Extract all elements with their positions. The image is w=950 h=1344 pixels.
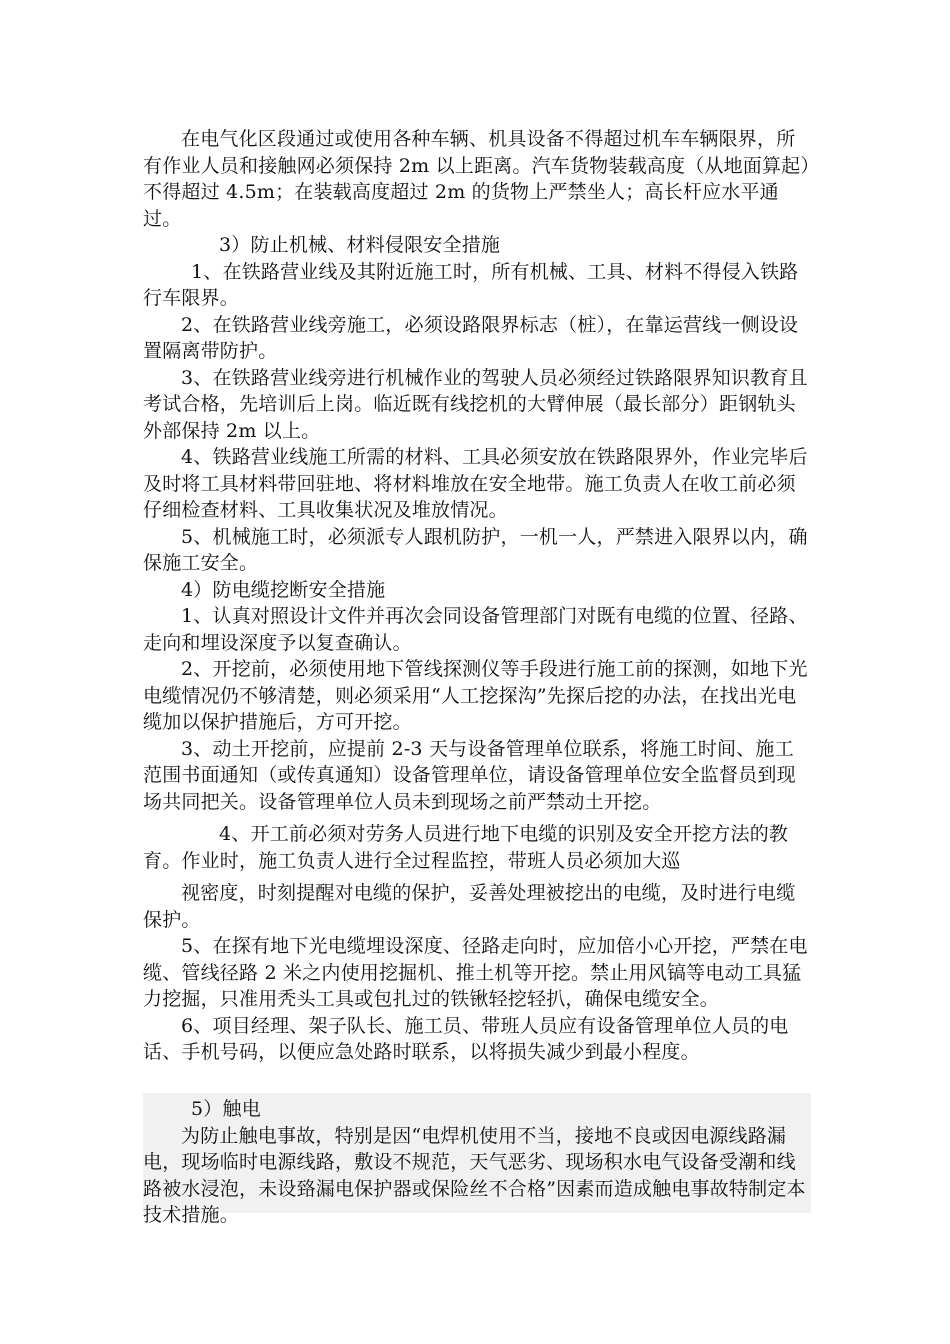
list-item-intrusion-4: 4、铁路营业线施工所需的材料、工具必须安放在铁路限界外，作业完毕后及时将工具材料带回驻地、将材料堆放在安全地带。施工负责人在收工前必须仔细检查材料、工具收集状况及堆放情况。 <box>143 446 808 521</box>
list-item-intrusion-1: 1、在铁路营业线及其附近施工时，所有机械、工具、材料不得侵入铁路行车限界。 <box>143 260 799 309</box>
list-item-cable-5: 5、在探有地下光电缆埋设深度、径路走向时，应加倍小心开挖，严禁在电缆、管线径路 2 米之内使用挖掘机、推土机等开挖。禁止用风镐等电动工具猛力挖掘，只准用秃头工具或包扎过的铁锹轻挖轻扒，确保电缆安全。 <box>143 935 808 1010</box>
list-item-intrusion-2: 2、在铁路营业线旁施工，必须设路限界标志（桩），在靠运营线一侧设设置隔离带防护。 <box>143 313 799 362</box>
section-heading-cable-protection: 4）防电缆挖断安全措施 <box>181 578 386 601</box>
list-item-intrusion-5: 5、机械施工时，必须派专人跟机防护，一机一人，严禁进入限界以内，确保施工安全。 <box>143 525 808 574</box>
list-item-cable-4-continued: 视密度，时刻提醒对电缆的保护，妥善处理被挖出的电缆，及时进行电缆保护。 <box>143 882 796 931</box>
paragraph-electrified-section: 在电气化区段通过或使用各种车辆、机具设备不得超过机车车辆限界，所有作业人员和接触网必须保持 2m 以上距离。汽车货物装载高度（从地面算起）不得超过 4.5m；在装载高度超过 2m 的货物上严禁坐人；高长杆应水平通过。 <box>143 128 811 230</box>
section-heading-intrusion-prevention: 3）防止机械、材料侵限安全措施 <box>219 234 501 256</box>
paragraph-electric-shock: 为防止触电事故，特别是因“电焊机使用不当，接地不良或因电源线路漏电，现场临时电源线路，敷设不规范，天气恶劣、现场积水电气设备受潮和线路被水浸泡，未设臵漏电保护器或保险丝不合格”因素而造成触电事故特制定本技术措施。 <box>143 1124 806 1226</box>
list-item-cable-2: 2、开挖前，必须使用地下管线探测仪等手段进行施工前的探测，如地下光电缆情况仍不够清楚，则必须采用“人工挖探沟”先探后挖的办法，在找出光电缆加以保护措施后，方可开挖。 <box>143 658 808 733</box>
list-item-cable-4: 4、开工前必须对劳务人员进行地下电缆的识别及安全开挖方法的教育。作业时，施工负责人进行全过程监控，带班人员必须加大巡 <box>143 823 789 872</box>
document-body <box>143 126 811 1066</box>
list-item-cable-6: 6、项目经理、架子队长、施工员、带班人员应有设备管理单位人员的电话、手机号码，以便应急处路时联系，以将损失减少到最小程度。 <box>143 1014 789 1063</box>
list-item-cable-1: 1、认真对照设计文件并再次会同设备管理部门对既有电缆的位置、径路、走向和埋设深度予以复查确认。 <box>143 605 808 654</box>
section-heading-electric-shock: 5）触电 <box>191 1098 261 1120</box>
list-item-cable-3: 3、动土开挖前，应提前 2-3 天与设备管理单位联系，将施工时间、施工范围书面通知（或传真通知）设备管理单位，请设备管理单位安全监督员到现场共同把关。设备管理单位人员未到现场之前严禁动土开挖。 <box>143 737 796 813</box>
list-item-intrusion-3: 3、在铁路营业线旁进行机械作业的驾驶人员必须经过铁路限界知识教育且考试合格，先培训后上岗。临近既有线挖机的大臂伸展（最长部分）距钢轨头外部保持 2m 以上。 <box>143 366 808 442</box>
electric-shock-section <box>143 1096 811 1229</box>
